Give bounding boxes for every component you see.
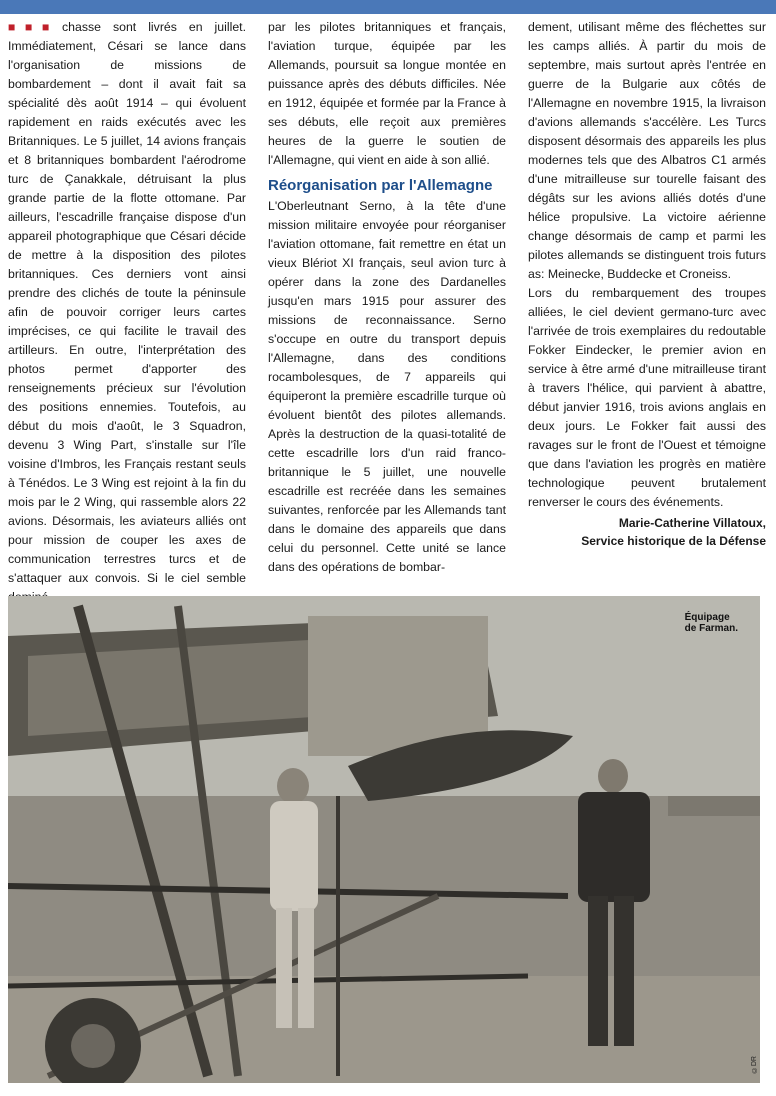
section-heading: Réorganisation par l'Allemagne xyxy=(268,177,493,194)
caption-line: de Farman. xyxy=(684,623,738,634)
header-bar xyxy=(0,0,776,14)
paragraph: Lors du rembarquement des troupes alliées, le ciel devient germano-turc avec l'arrivée de trois exemplaires du redoutable Fokker Eindecker, le premier avion en service à être armé d'une mitrailleuse tirant à travers l'hélice, qui parvient à abattre, début janvier 1916, trois avions anglais en deux jours. Le Fokker fait aussi des ravages sur le front de l'Ouest et témoigne que dans l'aviation les progrès en matière technologique peuvent brutalement renverser le cours des événements. xyxy=(528,286,766,509)
photo-caption xyxy=(685,612,738,634)
photo-illustration xyxy=(8,596,760,1083)
paragraph: dement, utilisant même des fléchettes sur les camps alliés. À partir du mois de septembre, mais surtout après l'entrée en guerre de la Bulgarie aux côtés de l'Allemagne en novembre 1915, la livraison d'avions allemands s'accélère. Les Turcs disposent désormais des appareils les plus modernes tels que des Albatros C1 armés d'une mitrailleuse sur tourelle faisant des dégâts sur les avions alliés dotés d'une hélice propulsive. La victoire aérienne change désormais de camp et parmi les pilotes allemands se distinguent trois futurs as: Meinecke, Buddecke et Croneiss. xyxy=(528,20,766,281)
paragraph xyxy=(8,18,246,607)
article-body xyxy=(8,18,766,583)
column-1 xyxy=(8,18,246,583)
author-affiliation: Service historique de la Défense xyxy=(581,534,766,548)
paragraph: L'Oberleutnant Serno, à la tête d'une mission militaire envoyée pour réorganiser l'aviation ottomane, fait remettre en état un vieux Blériot XI français, seul avion turc à opérer dans la zone des Dardanelles jusqu'en mars 1915 pour assurer des missions de reconnaissance. Serno s'occupe en outre du transport depuis l'Allemagne, dans des conditions rocambolesques, de 7 appareils qui équiperont la première escadrille turque où évoluent bientôt des pilotes allemands. Après la destruction de la quasi-totalité de cette escadrille lors d'un raid franco-britannique le 5 juillet, une nouvelle escadrille est recréée dans les semaines suivantes, renforcée par les Allemands tant dans le domaine des appareils que dans celui du personnel. Cette unité se lance dans des opérations de bombar- xyxy=(268,199,506,574)
author-signature xyxy=(528,514,766,550)
continuation-marks: ■■■ xyxy=(8,20,60,34)
photo-credit: ©DR xyxy=(751,1055,758,1073)
caption-line: Équipage xyxy=(684,612,730,623)
column-2 xyxy=(268,18,506,583)
paragraph-text: chasse sont livrés en juillet. Immédiatement, Césari se lance dans l'organisation de missions de bombardement – dont il avait fait sa spécialité dès août 1914 – qui évoluent rapidement en raids exécutés avec les Britanniques. Le 5 juillet, 14 avions français et 8 britanniques bombardent l'aérodrome turc de Çanakkale, détruisant la plus grande partie de la flotte ottomane. Par ailleurs, l'escadrille française dispose d'un appareil photographique que Césari décide de mettre à la disposition des pilotes britanniques. Ces derniers vont ainsi prendre des clichés de toute la péninsule afin de pouvoir corriger leurs cartes imprécises, ce qui facilite le travail des artilleurs. En outre, l'interprétation des photos permet d'apporter des renseignements précieux sur l'évolution des positions ennemies. Toutefois, au début du mois d'août, le 3 Squadron, devenu 3 Wing Part, s'installe sur l'île voisine d'Imbros, les Français restant seuls à Ténédos. Le 3 Wing est rejoint à la fin du mois par le 2 Wing, qui rassemble alors 22 avions. Désormais, les aviateurs alliés ont pour mission de couper les axes de communication terrestres turcs et de s'attaquer aux convois. Si le ciel semble xyxy=(8,20,246,585)
historical-photo xyxy=(8,596,760,1083)
paragraph: par les pilotes britanniques et français, l'aviation turque, équipée par les Allemands, poursuit sa longue montée en puissance après des débuts difficiles. Née en 1912, équipée et formée par la France à ses débuts, elle reçoit aux premières heures de la guerre le soutien de l'Allemagne, qui vient en aide à son allié. xyxy=(268,20,506,167)
author-name: Marie-Catherine Villatoux, xyxy=(618,516,766,530)
column-3 xyxy=(528,18,766,583)
